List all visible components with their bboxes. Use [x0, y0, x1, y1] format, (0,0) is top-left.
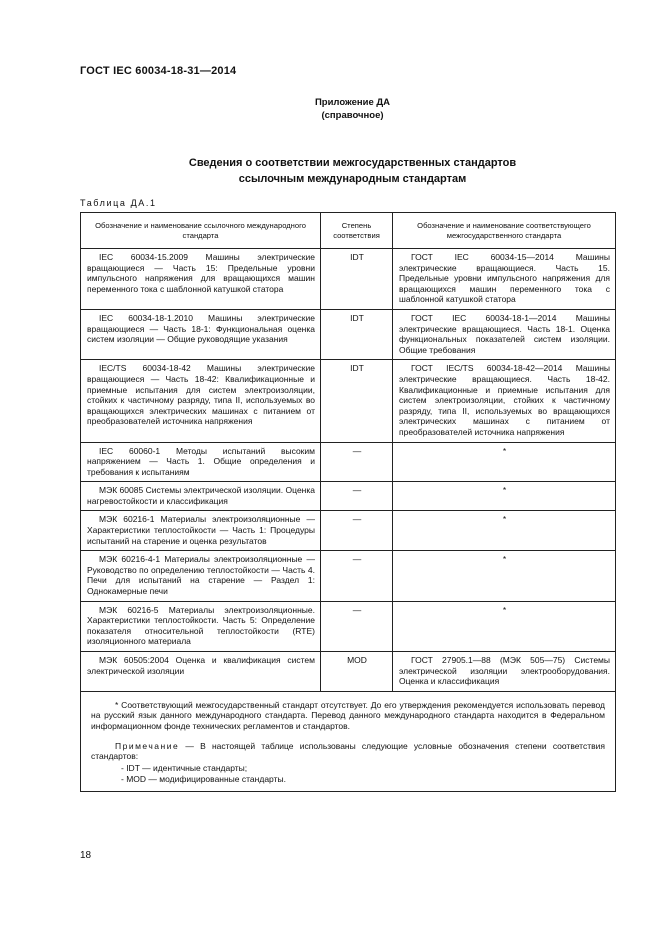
intl-standard-cell: IEC 60060-1 Методы испытаний высоким напряжением — Часть 1. Общие определения и требования к испытаниям — [81, 442, 321, 482]
degree-cell: — — [321, 482, 393, 511]
column-header-degree: Степень соответствия — [321, 213, 393, 249]
national-standard-cell: * — [393, 551, 616, 601]
table-row — [81, 249, 616, 310]
table-row — [81, 309, 616, 359]
national-standard-cell: ГОСТ IEC/TS 60034-18-42—2014 Машины электрические вращающиеся. Часть 18-42. Квалификационные и приемные испытания для систем электроизоляции, стойких к частичному разряду, типа II, используемых во вращающихся электрических машинах с питанием от преобразователей источника напряжения — [393, 360, 616, 442]
degree-cell: — — [321, 551, 393, 601]
column-header-intl: Обозначение и наименование ссылочного международного стандарта — [81, 213, 321, 249]
intl-standard-cell: МЭК 60505:2004 Оценка и квалификация систем электрической изоляции — [81, 652, 321, 692]
table-row — [81, 511, 616, 551]
note-item-idt: - IDT — идентичные стандарты; — [121, 762, 248, 773]
section-title-line-2: ссылочным международным стандартам — [238, 173, 467, 185]
note-paragraph — [91, 741, 605, 762]
intl-standard-cell: МЭК 60216-1 Материалы электроизоляционные — Характеристики теплостойкости — Часть 1: Процедуры испытаний на старение и оценка результатов — [81, 511, 321, 551]
table-label: Таблица ДА.1 — [80, 198, 157, 208]
national-standard-cell: ГОСТ IEC 60034-15—2014 Машины электрические вращающиеся. Часть 15. Предельные уровни импульсного напряжения для вращающихся машин переменного тока с шаблонной катушкой статора — [393, 249, 616, 310]
table-row — [81, 601, 616, 651]
table-row — [81, 551, 616, 601]
appendix-note: (справочное) — [321, 110, 384, 121]
intl-standard-cell: IEC/TS 60034-18-42 Машины электрические вращающиеся — Часть 18-42: Квалификационные и приемные испытания для систем электроизоляции, стойких к частичному разряду, типа II, используемых во вращающихся электрических машинах с питанием от преобразователей источника напряжения — [81, 360, 321, 442]
intl-standard-cell: МЭК 60216-5 Материалы электроизоляционные. Характеристики теплостойкости. Часть 5: Определение показателя относительной теплостойкости (RTE) изоляционного материала — [81, 601, 321, 651]
footnote: * Соответствующий межгосударственный стандарт отсутствует. До его утверждения рекомендуется использовать перевод на русский язык данного международного стандарта. Перевод данного международного стандарта находится в Федеральном информационном фонде технических регламентов и стандартов. — [91, 699, 605, 731]
page-number: 18 — [80, 850, 92, 861]
intl-standard-cell: МЭК 60085 Системы электрической изоляции. Оценка нагревостойкости и классификация — [81, 482, 321, 511]
degree-cell: — — [321, 511, 393, 551]
degree-cell: IDT — [321, 249, 393, 310]
correspondence-table — [80, 212, 616, 792]
appendix-heading — [0, 96, 661, 122]
national-standard-cell: * — [393, 482, 616, 511]
table-row — [81, 442, 616, 482]
note-item-mod: - MOD — модифицированные стандарты. — [121, 774, 286, 785]
section-title-line-1: Сведения о соответствии межгосударственных стандартов — [188, 157, 517, 169]
table-row — [81, 652, 616, 692]
national-standard-cell: ГОСТ 27905.1—88 (МЭК 505—75) Системы электрической изоляции электрооборудования. Оценка и классификация — [393, 652, 616, 692]
degree-cell: MOD — [321, 652, 393, 692]
appendix-title: Приложение ДА — [314, 97, 391, 108]
national-standard-cell: * — [393, 442, 616, 482]
intl-standard-cell: IEC 60034-18-1.2010 Машины электрические вращающиеся — Часть 18-1: Функциональная оценка систем изоляции — Общие руководящие указания — [81, 309, 321, 359]
table-footer-row — [81, 691, 616, 791]
document-code-header: ГОСТ IEC 60034-18-31—2014 — [80, 65, 237, 77]
table-row — [81, 482, 616, 511]
degree-cell: IDT — [321, 360, 393, 442]
national-standard-cell: ГОСТ IEC 60034-18-1—2014 Машины электрические вращающиеся. Часть 18-1. Оценка функциональных показателей систем изоляции. Общие требования — [393, 309, 616, 359]
table-header-row — [81, 213, 616, 249]
national-standard-cell: * — [393, 511, 616, 551]
note-label: Примечание — [115, 740, 180, 751]
intl-standard-cell: МЭК 60216-4-1 Материалы электроизоляционные — Руководство по определению теплостойкости — Часть 4. Печи для испытаний на старение — Раздел 1: Однокамерные печи — [81, 551, 321, 601]
degree-cell: IDT — [321, 309, 393, 359]
intl-standard-cell: IEC 60034-15.2009 Машины электрические вращающиеся — Часть 15: Предельные уровни импульсного напряжения для вращающихся машин переменного тока с шаблонной катушкой статора — [81, 249, 321, 310]
national-standard-cell: * — [393, 601, 616, 651]
degree-cell: — — [321, 442, 393, 482]
table-row — [81, 360, 616, 442]
section-title — [0, 155, 661, 187]
table-notes — [81, 691, 616, 791]
note-text: — В настоящей таблице использованы следующие условные обозначения степени соответствия стандартов: — [91, 740, 605, 762]
degree-cell: — — [321, 601, 393, 651]
column-header-national: Обозначение и наименование соответствующего межгосударственного стандарта — [393, 213, 616, 249]
